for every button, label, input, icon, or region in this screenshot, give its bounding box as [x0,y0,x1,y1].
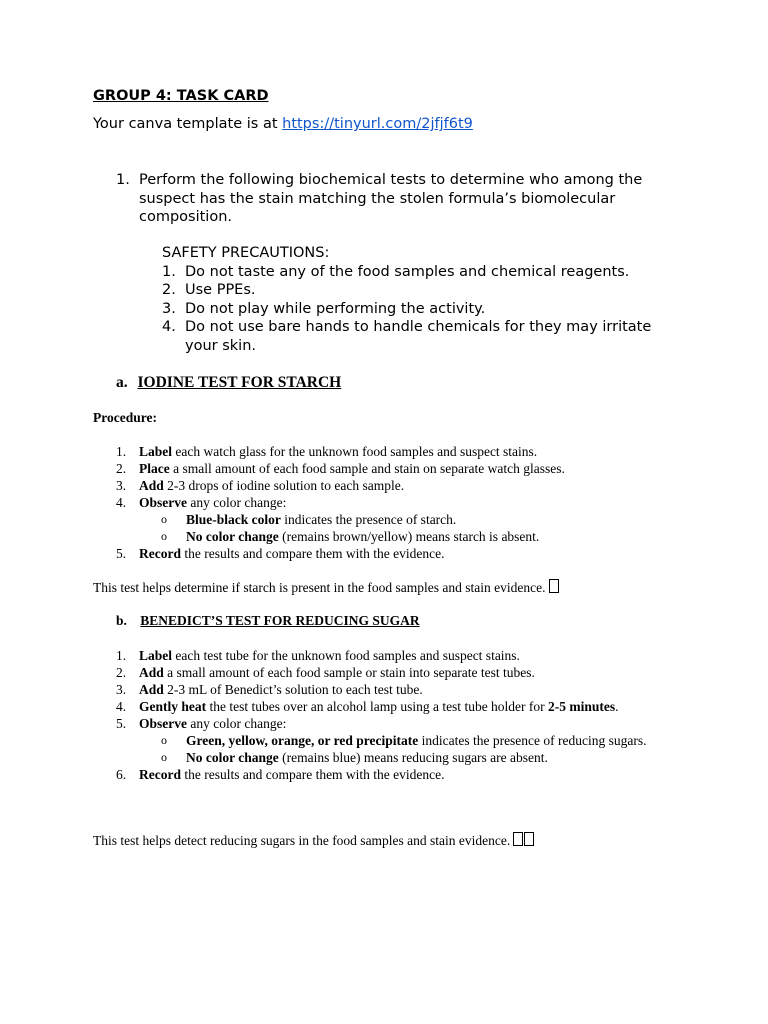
step-text: each test tube for the unknown food samples and suspect stains. [172,648,520,663]
safety-item [162,318,682,355]
sub-item-text: indicates the presence of starch. [280,512,457,527]
list-item [116,766,676,783]
step-number: 4. [116,699,127,714]
list-item [116,443,676,460]
page-title: GROUP 4: TASK CARD [93,88,269,104]
safety-item-number: 4. [162,319,176,335]
step-number: 6. [116,767,127,782]
list-item [116,494,676,511]
section-a-letter: a. [116,374,128,391]
step-verb: Label [139,648,173,663]
sub-item-text: (remains blue) means reducing sugars are absent. [278,750,548,765]
step-verb: Label [139,444,173,459]
safety-item-text: Do not use bare hands to handle chemicals for they may irritate your skin. [185,319,652,354]
safety-item [162,281,682,300]
step-verb: Record [139,546,181,561]
safety-item-text: Do not taste any of the food samples and chemical reagents. [185,263,630,280]
list-item [116,664,676,681]
sub-list-item [116,732,676,749]
step-number: 4. [116,495,127,510]
step-tail: . [615,699,619,714]
section-b-heading [116,613,420,629]
section-a-note [93,579,559,596]
step-text: 2-3 drops of iodine solution to each sample. [163,478,405,493]
step-verb: Record [139,767,181,782]
procedure-label: Procedure: [93,410,157,425]
section-a-heading [116,374,341,392]
step-duration: 2-5 minutes [548,699,616,714]
task-instruction [116,171,676,227]
sub-item-text: indicates the presence of reducing sugars. [418,733,647,748]
step-number: 3. [116,682,127,697]
task-text: Perform the following biochemical tests to determine who among the suspect has the stain matching the stolen formula’s biomolecular composition. [139,172,643,225]
sub-item-bold: No color change [186,750,279,765]
step-number: 3. [116,478,127,493]
bullet-icon: o [161,512,167,526]
step-number: 2. [116,461,127,476]
safety-item-number: 1. [162,263,176,280]
safety-item-text: Do not play while performing the activity. [185,300,486,317]
step-number: 5. [116,716,127,731]
step-text: a small amount of each food sample and stain on separate watch glasses. [169,461,565,476]
sub-list-item [116,528,676,545]
step-text: any color change: [187,495,287,510]
missing-glyph-icon [513,832,523,846]
list-item [116,647,676,664]
list-item [116,681,676,698]
list-item [116,460,676,477]
safety-item-number: 2. [162,282,176,298]
section-b-note-text: This test helps detect reducing sugars in the food samples and stain evidence. [93,833,511,848]
step-number: 1. [116,444,127,459]
canva-template-line [93,115,473,134]
missing-glyph-icon [549,579,559,593]
step-verb: Observe [139,716,187,731]
step-verb: Gently heat [139,699,207,714]
step-verb: Add [139,478,164,493]
step-number: 5. [116,546,127,561]
safety-item-text: Use PPEs. [185,282,256,298]
canva-template-link[interactable]: https://tinyurl.com/2jfjf6t9 [282,116,473,132]
step-text: a small amount of each food sample or stain into separate test tubes. [163,665,535,680]
section-b-note [93,832,534,849]
list-item [116,698,676,715]
step-text: 2-3 mL of Benedict’s solution to each test tube. [163,682,423,697]
missing-glyph-icon [524,832,534,846]
step-text: the test tubes over an alcohol lamp using a test tube holder for [206,699,549,714]
step-verb: Add [139,665,164,680]
list-item [116,477,676,494]
step-text: any color change: [187,716,287,731]
bullet-icon: o [161,529,167,543]
step-verb: Observe [139,495,187,510]
step-number: 1. [116,648,127,663]
safety-item [162,300,682,319]
sub-item-bold: Blue-black color [186,512,281,527]
step-number: 2. [116,665,127,680]
step-text: the results and compare them with the evidence. [180,546,445,561]
step-text: the results and compare them with the evidence. [180,767,445,782]
section-a-steps [116,443,676,562]
safety-heading: SAFETY PRECAUTIONS: [162,245,330,261]
sub-list-item [116,749,676,766]
safety-precautions [162,244,682,355]
section-b-title: BENEDICT’S TEST FOR REDUCING SUGAR [140,613,420,628]
sub-item-bold: Green, yellow, orange, or red precipitate [186,733,419,748]
bullet-icon: o [161,750,167,764]
sub-item-bold: No color change [186,529,279,544]
sub-list-item [116,511,676,528]
sub-item-text: (remains brown/yellow) means starch is absent. [278,529,540,544]
section-a-note-text: This test helps determine if starch is present in the food samples and stain evidence. [93,580,546,595]
safety-item [162,263,682,282]
list-item [116,715,676,732]
canva-template-prefix: Your canva template is at [93,116,278,132]
section-b-letter: b. [116,613,127,628]
safety-item-number: 3. [162,300,176,317]
section-a-title: IODINE TEST FOR STARCH [137,374,342,391]
step-text: each watch glass for the unknown food samples and suspect stains. [172,444,538,459]
bullet-icon: o [161,733,167,747]
task-number: 1. [116,172,130,188]
step-verb: Place [139,461,170,476]
list-item [116,545,676,562]
step-verb: Add [139,682,164,697]
section-b-steps [116,647,676,783]
